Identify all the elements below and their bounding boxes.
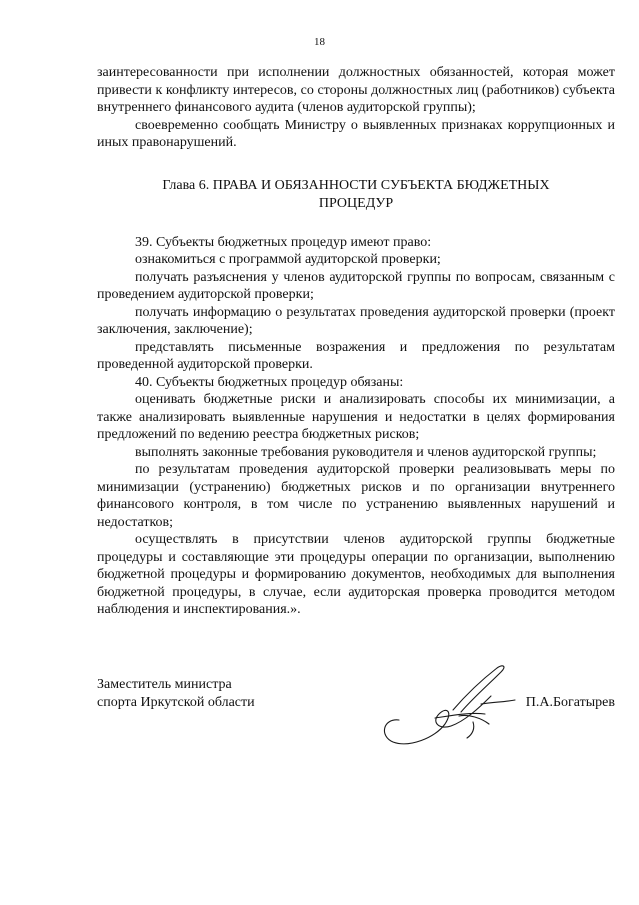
clause-39-heading: 39. Субъекты бюджетных процедур имеют право: <box>135 234 432 250</box>
list-item: представлять письменные возражения и предложения по результатам проведенной аудиторской проверки. <box>97 339 615 372</box>
signer-position-line1: Заместитель министра <box>97 677 232 692</box>
signature-block <box>97 676 615 712</box>
list-item: ознакомиться с программой аудиторской проверки; <box>135 252 441 267</box>
list-item: оценивать бюджетные риски и анализировать способы их минимизации, а также анализировать выявленные нарушения и недостатки в целях формирования предложений по ведению реестра бюджетных рисков; <box>97 392 615 442</box>
paragraph-report-violations: своевременно сообщать Министру о выявленных признаках коррупционных и иных правонарушений. <box>97 117 615 150</box>
signer-position-line2: спорта Иркутской области <box>97 695 255 710</box>
document-body <box>97 64 615 619</box>
list-item: выполнять законные требования руководителя и членов аудиторской группы; <box>135 444 597 460</box>
list-item: получать разъяснения у членов аудиторской группы по вопросам, связанным с проведением аудиторской проверки; <box>97 269 615 302</box>
signer-name: П.А.Богатырев <box>525 695 615 710</box>
handwritten-signature <box>369 658 529 748</box>
chapter-title: Глава 6. ПРАВА И ОБЯЗАННОСТИ СУБЪЕКТА БЮДЖЕТНЫХ ПРОЦЕДУР <box>162 177 550 211</box>
list-item: по результатам проведения аудиторской проверки реализовывать меры по минимизации (устранению) бюджетных рисков и по организации внутреннего финансового контроля, в том числе по устранению выявленных нарушений и недостатков; <box>97 462 615 530</box>
clause-40-heading: 40. Субъекты бюджетных процедур обязаны: <box>135 374 404 390</box>
page-number: 18 <box>314 36 325 48</box>
list-item: получать информацию о результатах проведения аудиторской проверки (проект заключения, заключение); <box>97 304 615 337</box>
paragraph-conflict-of-interest: заинтересованности при исполнении должностных обязанностей, которая может привести к конфликту интересов, со стороны должностных лиц (работников) субъекта внутреннего финансового аудита (членов аудиторской группы); <box>97 65 615 115</box>
list-item: осуществлять в присутствии членов аудиторской группы бюджетные процедуры и составляющие эти процедуры операции по организации, выполнению бюджетной процедуры и формированию документов, необходимых для выполнения бюджетной процедуры, в случае, если аудиторская проверка проводится методом наблюдения и инспектирования.». <box>97 532 615 617</box>
